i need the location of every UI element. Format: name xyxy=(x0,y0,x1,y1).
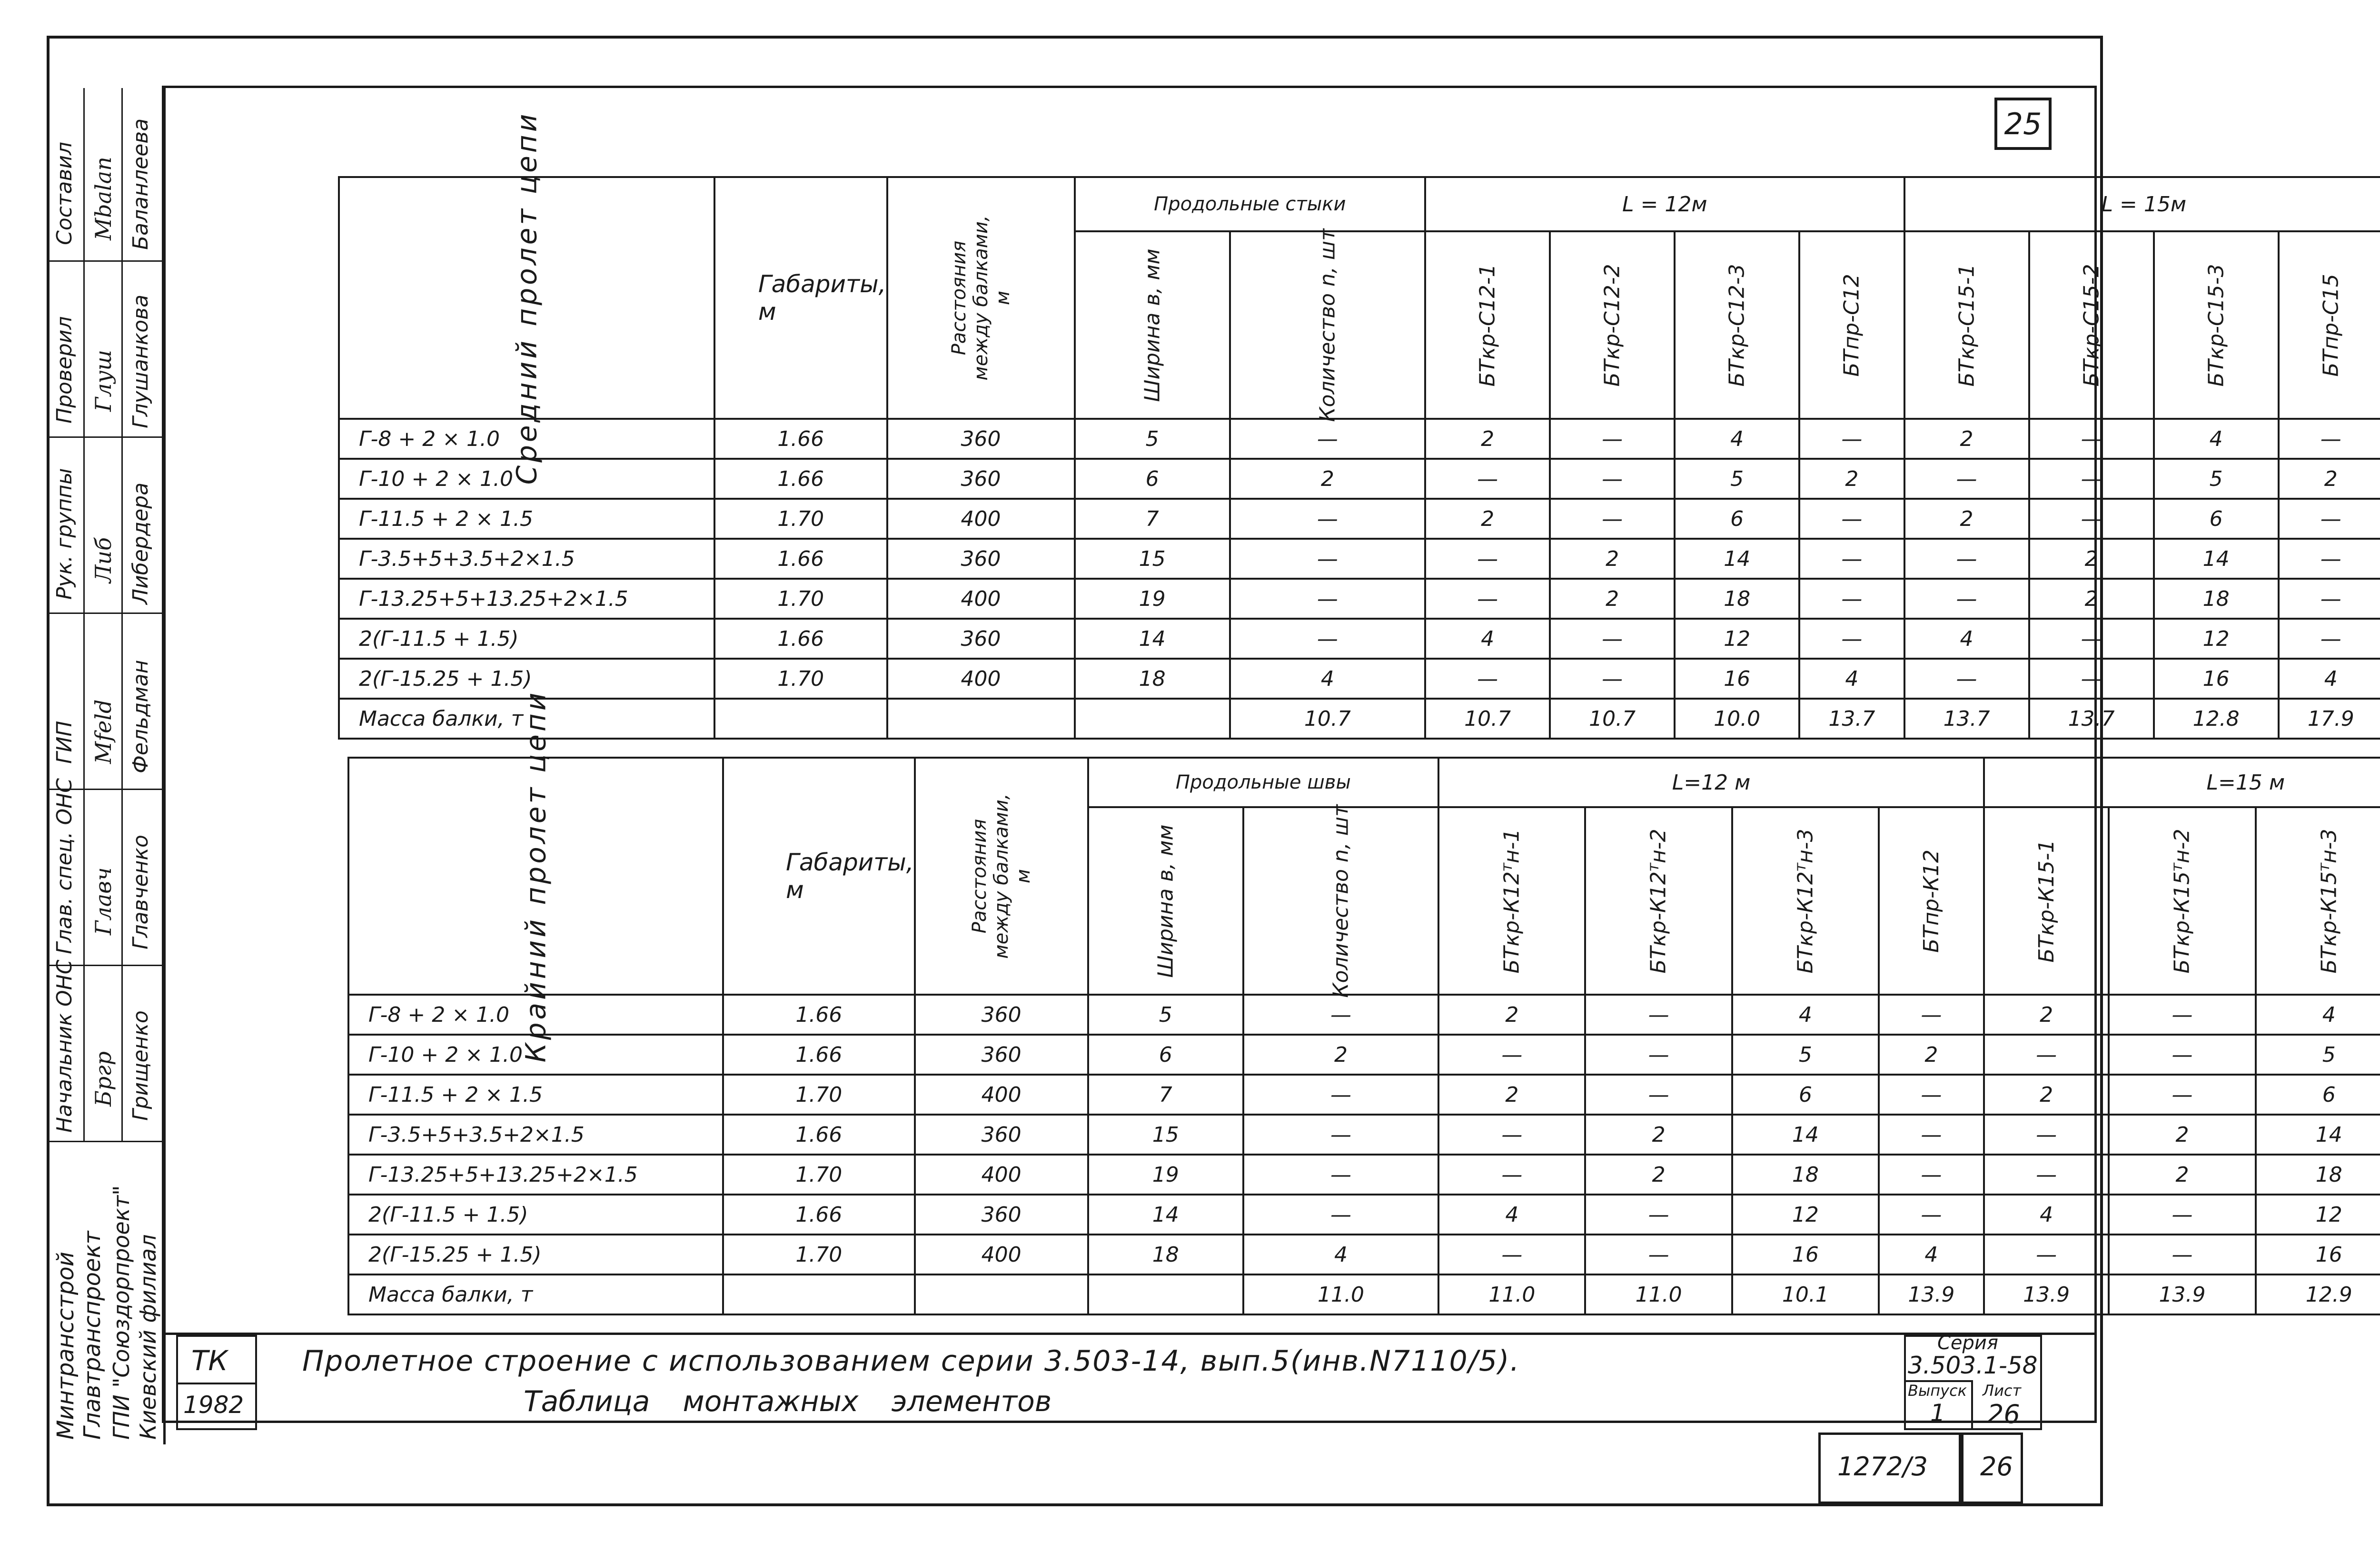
row-width: 360 xyxy=(887,619,1075,659)
row-quantity: 18 xyxy=(1088,1235,1243,1274)
beam-count: 2 xyxy=(1984,1075,2109,1115)
beam-count: — xyxy=(2279,419,2380,459)
beam-count: — xyxy=(1904,659,2029,699)
beam-count: — xyxy=(1984,1155,2109,1195)
beam-count: 4 xyxy=(2256,995,2380,1035)
beam-count: — xyxy=(2029,619,2154,659)
row-distance: 1.66 xyxy=(714,619,887,659)
stamp-name: Главченко xyxy=(129,835,153,949)
table-row xyxy=(339,539,2380,579)
beam-count: — xyxy=(2109,995,2255,1035)
beam-count: 4 xyxy=(1243,1235,1438,1274)
beam-count: — xyxy=(1879,1075,1984,1115)
beam-header: БТпр-К12 xyxy=(1879,807,1984,995)
sheet-value: 26 xyxy=(1987,1399,2020,1429)
row-distance: 1.66 xyxy=(723,1195,915,1235)
corner-sheet-number: 25 xyxy=(1994,98,2052,150)
beam-count: — xyxy=(1425,579,1550,619)
beam-count: — xyxy=(1879,1115,1984,1155)
row-distance: 1.70 xyxy=(723,1155,915,1195)
beam-count: — xyxy=(1904,539,2029,579)
side-label: Крайний пролет цепи xyxy=(348,758,723,995)
row-width: 360 xyxy=(915,1035,1088,1075)
beam-count: 12 xyxy=(2256,1195,2380,1235)
beam-header: БТкр-К15ᵀн-3 xyxy=(2256,807,2380,995)
row-dimensions: Г-13.25+5+13.25+2×1.5 xyxy=(348,1155,723,1195)
beam-count: 4 xyxy=(1879,1235,1984,1274)
beam-count: 14 xyxy=(1675,539,1799,579)
row-distance: 1.70 xyxy=(723,1235,915,1274)
beam-count: 2 xyxy=(1438,995,1585,1035)
mass-value: 12.9 xyxy=(2256,1274,2380,1314)
beam-count: 4 xyxy=(1732,995,1879,1035)
stamp-org-line: Киевский филиал xyxy=(135,1234,161,1440)
beam-count: — xyxy=(1585,1195,1732,1235)
table-row xyxy=(348,1195,2380,1235)
row-width: 360 xyxy=(887,419,1075,459)
beam-count: 2 xyxy=(2109,1155,2255,1195)
stamp-org-line: Минтрансстрой xyxy=(52,1252,79,1440)
beam-header: БТпр-С12 xyxy=(1799,231,1904,419)
beam-count: — xyxy=(1243,1115,1438,1155)
row-dimensions: Г-10 + 2 × 1.0 xyxy=(348,1035,723,1075)
beam-count: 5 xyxy=(1675,459,1799,499)
beam-count: 2 xyxy=(1904,419,2029,459)
beam-count: 2 xyxy=(1984,995,2109,1035)
stamp-name: Грищенко xyxy=(129,1010,153,1121)
table-row xyxy=(339,579,2380,619)
row-dimensions: Г-10 + 2 × 1.0 xyxy=(339,459,714,499)
row-width: 360 xyxy=(915,995,1088,1035)
beam-header: БТкр-С12-3 xyxy=(1675,231,1799,419)
stamp-signature: Мfeld xyxy=(90,699,116,764)
row-width: 360 xyxy=(915,1115,1088,1155)
beam-count: — xyxy=(1585,1035,1732,1075)
beam-count: — xyxy=(2109,1235,2255,1274)
beam-count: — xyxy=(2109,1195,2255,1235)
row-distance: 1.66 xyxy=(723,1115,915,1155)
approval-stamp xyxy=(47,88,166,1444)
beam-count: — xyxy=(1799,499,1904,539)
beam-count: — xyxy=(1550,459,1675,499)
mass-value: 11.0 xyxy=(1585,1274,1732,1314)
beam-count: — xyxy=(1550,499,1675,539)
row-quantity: 18 xyxy=(1075,659,1230,699)
beam-header: БТкр-С15-3 xyxy=(2154,231,2279,419)
mass-label: Масса балки, т xyxy=(339,699,714,739)
mass-value: 12.8 xyxy=(2154,699,2279,739)
stamp-org-line: Главтранспроект xyxy=(79,1231,106,1440)
beam-count: — xyxy=(1550,619,1675,659)
beam-count: 2 xyxy=(1799,459,1904,499)
header-quantity: Количество n, шт xyxy=(1230,231,1425,419)
beam-count: 4 xyxy=(1230,659,1425,699)
beam-count: — xyxy=(1879,1195,1984,1235)
beam-count: — xyxy=(1904,459,2029,499)
beam-count: 18 xyxy=(1675,579,1799,619)
beam-count: 14 xyxy=(2256,1115,2380,1155)
beam-count: 5 xyxy=(2256,1035,2380,1075)
table-row xyxy=(348,1155,2380,1195)
row-dimensions: Г-11.5 + 2 × 1.5 xyxy=(339,499,714,539)
beam-count: — xyxy=(2109,1075,2255,1115)
beam-count: — xyxy=(1438,1155,1585,1195)
beam-count: — xyxy=(2279,499,2380,539)
beam-count: 2 xyxy=(1438,1075,1585,1115)
beam-count: 16 xyxy=(2256,1235,2380,1274)
stamp-role: Составил xyxy=(52,141,77,245)
series-label: Серия xyxy=(1937,1332,1998,1354)
beam-header: БТкр-С15-1 xyxy=(1904,231,2029,419)
beam-count: 2 xyxy=(2279,459,2380,499)
beam-count: 2 xyxy=(2029,579,2154,619)
mass-value: 13.7 xyxy=(1904,699,2029,739)
row-dimensions: Г-11.5 + 2 × 1.5 xyxy=(348,1075,723,1115)
beam-count: 2 xyxy=(1550,579,1675,619)
beam-count: 6 xyxy=(2256,1075,2380,1115)
beam-count: 18 xyxy=(2154,579,2279,619)
mass-value: 10.7 xyxy=(1425,699,1550,739)
row-quantity: 14 xyxy=(1088,1195,1243,1235)
beam-count: 14 xyxy=(2154,539,2279,579)
beam-count: 2 xyxy=(1425,499,1550,539)
series-value: 3.503.1-58 xyxy=(1908,1352,2038,1379)
beam-count: 16 xyxy=(2154,659,2279,699)
row-quantity: 5 xyxy=(1075,419,1230,459)
title-block xyxy=(162,1333,2097,1432)
beam-count: — xyxy=(1425,659,1550,699)
beam-count: — xyxy=(1879,1155,1984,1195)
beam-count: 16 xyxy=(1675,659,1799,699)
beam-count: — xyxy=(1438,1235,1585,1274)
header-distance: Расстояния между балками, м xyxy=(915,758,1088,995)
row-quantity: 15 xyxy=(1088,1115,1243,1155)
stamp-name: Глушанкова xyxy=(129,294,153,428)
mass-row xyxy=(339,699,2380,739)
beam-count: — xyxy=(1243,1195,1438,1235)
beam-count: — xyxy=(1585,1075,1732,1115)
row-dimensions: 2(Г-11.5 + 1.5) xyxy=(339,619,714,659)
header-span-15: L=15 м xyxy=(1984,758,2380,807)
mass-value: 11.0 xyxy=(1243,1274,1438,1314)
row-distance: 1.66 xyxy=(714,459,887,499)
mass-value: 17.9 xyxy=(2279,699,2380,739)
beam-count: 2 xyxy=(1243,1035,1438,1075)
beam-count: — xyxy=(1230,619,1425,659)
row-quantity: 5 xyxy=(1088,995,1243,1035)
stamp-name: Баланлеева xyxy=(129,118,153,250)
beam-count: 6 xyxy=(1675,499,1799,539)
header-span-12: L = 12м xyxy=(1425,177,1904,231)
stamp-signature: Главч xyxy=(90,867,116,935)
mass-value: 13.9 xyxy=(1879,1274,1984,1314)
row-distance: 1.70 xyxy=(714,499,887,539)
title-line-1: Пролетное строение с использованием серии 3.503-14, вып.5(инв.N7110/5). xyxy=(302,1344,1520,1378)
beam-count: — xyxy=(2029,659,2154,699)
beam-count: — xyxy=(1230,499,1425,539)
beam-count: — xyxy=(1799,419,1904,459)
beam-count: — xyxy=(1585,1235,1732,1274)
table-row xyxy=(339,659,2380,699)
beam-count: 12 xyxy=(2154,619,2279,659)
table-row xyxy=(339,619,2380,659)
beam-count: — xyxy=(1585,995,1732,1035)
header-dimensions: Габариты, м xyxy=(723,758,915,995)
beam-count: 2 xyxy=(2029,539,2154,579)
beam-count: 5 xyxy=(2154,459,2279,499)
row-width: 360 xyxy=(887,459,1075,499)
beam-count: 16 xyxy=(1732,1235,1879,1274)
beam-count: 18 xyxy=(1732,1155,1879,1195)
beam-count: 12 xyxy=(1675,619,1799,659)
stamp-org-line: ГПИ "Союздорпроект" xyxy=(109,1185,134,1440)
row-dimensions: Г-8 + 2 × 1.0 xyxy=(348,995,723,1035)
stamp-name: Фельдман xyxy=(129,660,153,773)
beam-count: 2 xyxy=(1425,419,1550,459)
beam-count: — xyxy=(1984,1235,2109,1274)
stamp-role: Начальник ОНС xyxy=(52,959,77,1133)
table-row xyxy=(348,1115,2380,1155)
mass-label: Масса балки, т xyxy=(348,1274,723,1314)
page-number: 26 xyxy=(1980,1452,2013,1482)
beam-count: — xyxy=(1243,1155,1438,1195)
beam-count: 2 xyxy=(2109,1115,2255,1155)
beam-count: — xyxy=(1550,659,1675,699)
row-width: 400 xyxy=(887,579,1075,619)
stamp-name: Либердера xyxy=(129,482,153,604)
mass-value: 13.9 xyxy=(2109,1274,2255,1314)
beam-header: БТкр-С12-2 xyxy=(1550,231,1675,419)
beam-count: 2 xyxy=(1904,499,2029,539)
beam-count: 2 xyxy=(1230,459,1425,499)
beam-count: 2 xyxy=(1585,1115,1732,1155)
mass-value: 10.7 xyxy=(1230,699,1425,739)
mass-value: 13.7 xyxy=(2029,699,2154,739)
mass-value: 10.7 xyxy=(1550,699,1675,739)
beam-count: 4 xyxy=(1904,619,2029,659)
inventory-number: 1272/3 xyxy=(1837,1452,1928,1482)
row-quantity: 15 xyxy=(1075,539,1230,579)
beam-count: 6 xyxy=(1732,1075,1879,1115)
beam-count: 5 xyxy=(1732,1035,1879,1075)
title-year: 1982 xyxy=(183,1391,244,1419)
stamp-signature: Либ xyxy=(90,537,116,583)
row-quantity: 19 xyxy=(1075,579,1230,619)
row-distance: 1.70 xyxy=(723,1075,915,1115)
row-dimensions: Г-3.5+5+3.5+2×1.5 xyxy=(339,539,714,579)
beam-count: — xyxy=(1799,619,1904,659)
row-distance: 1.66 xyxy=(714,419,887,459)
table-middle-span xyxy=(338,111,2380,740)
header-width: Ширина в, мм xyxy=(1075,231,1230,419)
beam-count: — xyxy=(1230,419,1425,459)
beam-count: 4 xyxy=(1984,1195,2109,1235)
beam-header: БТкр-К15ᵀн-2 xyxy=(2109,807,2255,995)
row-quantity: 19 xyxy=(1088,1155,1243,1195)
beam-count: — xyxy=(1230,539,1425,579)
row-distance: 1.70 xyxy=(714,659,887,699)
beam-header: БТпр-С15 xyxy=(2279,231,2380,419)
table-row xyxy=(348,995,2380,1035)
row-width: 400 xyxy=(887,659,1075,699)
beam-count: — xyxy=(1438,1035,1585,1075)
beam-count: 4 xyxy=(1799,659,1904,699)
issue-label: Выпуск xyxy=(1908,1382,1967,1400)
table-row xyxy=(339,499,2380,539)
row-dimensions: Г-3.5+5+3.5+2×1.5 xyxy=(348,1115,723,1155)
beam-count: — xyxy=(1425,459,1550,499)
beam-count: — xyxy=(1243,995,1438,1035)
beam-count: — xyxy=(1799,539,1904,579)
mass-value: 13.7 xyxy=(1799,699,1904,739)
beam-header: БТкр-С15-2 xyxy=(2029,231,2154,419)
mass-row xyxy=(348,1274,2380,1314)
stamp-role: Проверил xyxy=(52,316,77,424)
beam-count: 2 xyxy=(1550,539,1675,579)
header-width: Ширина в, мм xyxy=(1088,807,1243,995)
table-row xyxy=(339,419,2380,459)
mass-value: 10.0 xyxy=(1675,699,1799,739)
table-row xyxy=(348,1035,2380,1075)
beam-count: 4 xyxy=(1675,419,1799,459)
stamp-role: Глав. спец. ОНС xyxy=(52,778,77,954)
beam-count: — xyxy=(2109,1035,2255,1075)
beam-count: 12 xyxy=(1732,1195,1879,1235)
header-span-15: L = 15м xyxy=(1904,177,2380,231)
beam-header: БТкр-К15-1 xyxy=(1984,807,2109,995)
row-dimensions: Г-8 + 2 × 1.0 xyxy=(339,419,714,459)
row-distance: 1.66 xyxy=(714,539,887,579)
beam-count: — xyxy=(1879,995,1984,1035)
beam-count: 6 xyxy=(2154,499,2279,539)
beam-count: — xyxy=(1984,1115,2109,1155)
stamp-signature: Бргр xyxy=(90,1051,116,1106)
beam-count: — xyxy=(1799,579,1904,619)
beam-count: — xyxy=(1425,539,1550,579)
beam-count: 2 xyxy=(1585,1155,1732,1195)
row-quantity: 14 xyxy=(1075,619,1230,659)
mass-value: 10.1 xyxy=(1732,1274,1879,1314)
row-dimensions: 2(Г-11.5 + 1.5) xyxy=(348,1195,723,1235)
beam-count: 14 xyxy=(1732,1115,1879,1155)
beam-header: БТкр-К12ᵀн-3 xyxy=(1732,807,1879,995)
row-dimensions: 2(Г-15.25 + 1.5) xyxy=(339,659,714,699)
header-distance: Расстояния между балками, м xyxy=(887,177,1075,419)
beam-header: БТкр-С12-1 xyxy=(1425,231,1550,419)
table-row xyxy=(339,459,2380,499)
row-width: 400 xyxy=(915,1235,1088,1274)
stamp-role: Рук. группы xyxy=(52,468,77,600)
stamp-role: ГИП xyxy=(52,721,77,764)
header-quantity: Количество n, шт xyxy=(1243,807,1438,995)
title-code: ТК xyxy=(191,1344,228,1377)
mass-value: 11.0 xyxy=(1438,1274,1585,1314)
beam-count: — xyxy=(1438,1115,1585,1155)
stamp-signature: Глуш xyxy=(90,349,116,412)
beam-count: 4 xyxy=(2279,659,2380,699)
stamp-signature: Мbalan xyxy=(90,157,116,240)
row-distance: 1.66 xyxy=(723,1035,915,1075)
beam-count: — xyxy=(2279,579,2380,619)
row-quantity: 6 xyxy=(1088,1035,1243,1075)
beam-count: — xyxy=(1904,579,2029,619)
row-dimensions: Г-13.25+5+13.25+2×1.5 xyxy=(339,579,714,619)
sheet-label: Лист xyxy=(1983,1382,2022,1400)
row-width: 400 xyxy=(915,1155,1088,1195)
side-label: Средний пролет цепи xyxy=(339,177,714,419)
beam-header: БТкр-К12ᵀн-1 xyxy=(1438,807,1585,995)
mass-value: 13.9 xyxy=(1984,1274,2109,1314)
beam-count: — xyxy=(2279,539,2380,579)
row-quantity: 7 xyxy=(1088,1075,1243,1115)
row-width: 400 xyxy=(915,1075,1088,1115)
table-row xyxy=(348,1075,2380,1115)
row-quantity: 6 xyxy=(1075,459,1230,499)
row-dimensions: 2(Г-15.25 + 1.5) xyxy=(348,1235,723,1274)
header-span-12: L=12 м xyxy=(1438,758,1984,807)
header-joints: Продольные швы xyxy=(1088,758,1439,807)
header-dimensions: Габариты, м xyxy=(714,177,887,419)
header-joints: Продольные стыки xyxy=(1075,177,1426,231)
row-width: 400 xyxy=(887,499,1075,539)
beam-count: — xyxy=(1550,419,1675,459)
row-width: 360 xyxy=(887,539,1075,579)
beam-count: — xyxy=(2029,419,2154,459)
beam-count: — xyxy=(1243,1075,1438,1115)
beam-count: 2 xyxy=(1879,1035,1984,1075)
beam-count: — xyxy=(2279,619,2380,659)
beam-header: БТкр-К12ᵀн-2 xyxy=(1585,807,1732,995)
beam-count: 18 xyxy=(2256,1155,2380,1195)
beam-count: — xyxy=(2029,459,2154,499)
beam-count: — xyxy=(1984,1035,2109,1075)
table-row xyxy=(348,1235,2380,1274)
title-line-2: Таблица монтажных элементов xyxy=(524,1385,1052,1418)
row-distance: 1.66 xyxy=(723,995,915,1035)
row-distance: 1.70 xyxy=(714,579,887,619)
issue-value: 1 xyxy=(1930,1399,1945,1427)
beam-count: 4 xyxy=(1425,619,1550,659)
row-quantity: 7 xyxy=(1075,499,1230,539)
beam-count: — xyxy=(2029,499,2154,539)
row-width: 360 xyxy=(915,1195,1088,1235)
beam-count: — xyxy=(1230,579,1425,619)
beam-count: 4 xyxy=(1438,1195,1585,1235)
beam-count: 4 xyxy=(2154,419,2279,459)
